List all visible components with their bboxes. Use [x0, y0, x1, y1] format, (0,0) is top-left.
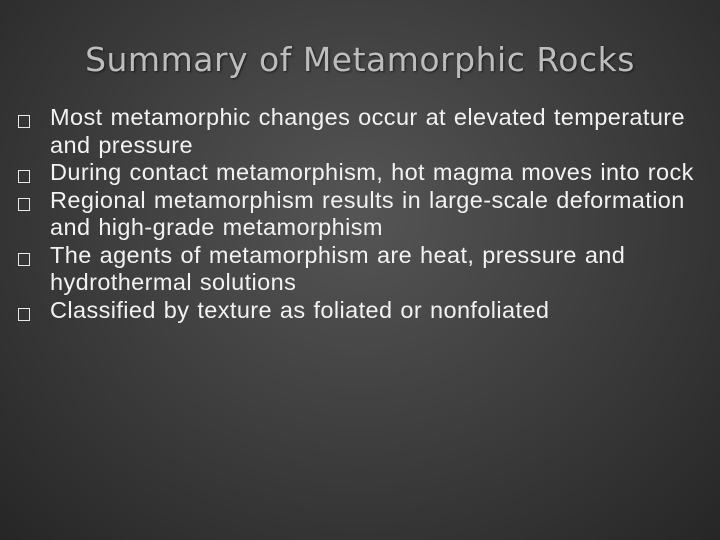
bullet-item [18, 159, 708, 187]
square-bullet-icon [18, 115, 30, 128]
slide-title: Summary of Metamorphic Rocks [85, 40, 635, 79]
bullet-text: The agents of metamorphism are heat, pressure and hydrothermal solutions [50, 241, 626, 295]
square-bullet-icon [18, 198, 30, 211]
bullet-text: Regional metamorphism results in large-scale deformation and high-grade metamorphism [50, 186, 685, 240]
square-bullet-icon [18, 170, 30, 183]
bullet-list [18, 104, 708, 324]
bullet-text: Most metamorphic changes occur at elevated temperature and pressure [50, 104, 685, 158]
square-bullet-icon [18, 308, 30, 321]
square-bullet-icon [18, 253, 30, 266]
bullet-item [18, 242, 708, 297]
bullet-item [18, 104, 708, 159]
bullet-item [18, 297, 708, 325]
bullet-text: Classified by texture as foliated or nonfoliated [50, 296, 550, 323]
bullet-item [18, 187, 708, 242]
bullet-text: During contact metamorphism, hot magma moves into rock [50, 159, 694, 185]
